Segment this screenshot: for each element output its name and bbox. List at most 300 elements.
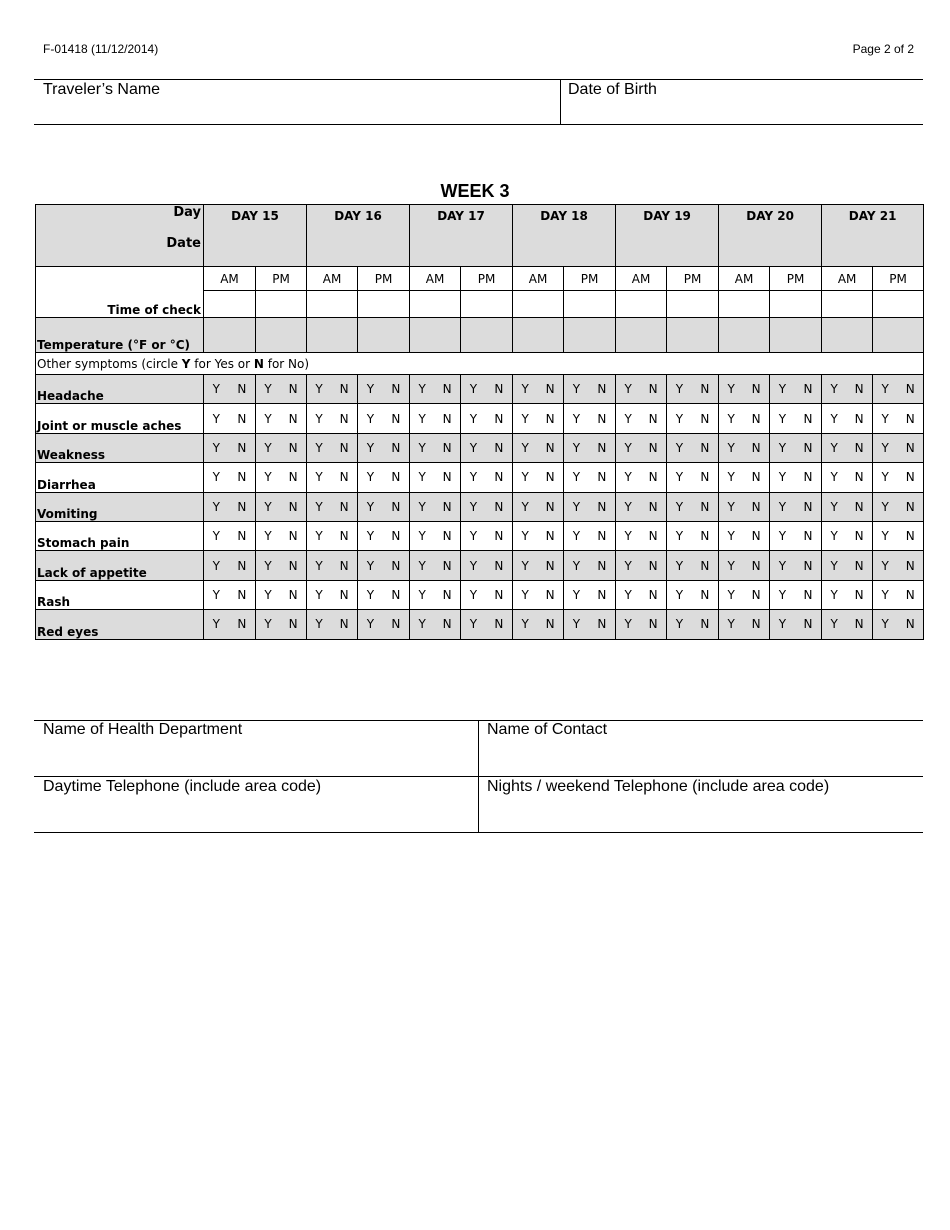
- yes-option[interactable]: Y: [881, 558, 889, 573]
- time-input-cell[interactable]: [204, 291, 256, 318]
- yes-option[interactable]: Y: [675, 440, 684, 455]
- yes-no-group: [307, 617, 357, 631]
- yes-option[interactable]: Y: [778, 470, 787, 485]
- yes-option[interactable]: Y: [264, 440, 272, 455]
- yes-option[interactable]: Y: [727, 411, 735, 426]
- yes-option[interactable]: Y: [675, 617, 684, 632]
- no-option[interactable]: N: [854, 382, 864, 397]
- no-option[interactable]: N: [648, 558, 658, 573]
- yes-option[interactable]: Y: [727, 499, 735, 514]
- no-option[interactable]: N: [288, 587, 298, 602]
- no-option[interactable]: N: [648, 411, 658, 426]
- yes-option[interactable]: Y: [881, 382, 889, 397]
- no-option[interactable]: N: [803, 587, 813, 602]
- yes-option[interactable]: Y: [418, 470, 426, 485]
- yes-option[interactable]: Y: [521, 440, 529, 455]
- no-option[interactable]: N: [237, 558, 247, 573]
- yes-option[interactable]: Y: [264, 587, 272, 602]
- yes-option[interactable]: Y: [418, 617, 426, 632]
- yes-option[interactable]: Y: [264, 411, 272, 426]
- date-of-birth-field[interactable]: Date of Birth: [568, 81, 657, 98]
- yes-option[interactable]: Y: [624, 558, 632, 573]
- no-option[interactable]: N: [648, 470, 658, 485]
- temperature-input-cell[interactable]: [770, 318, 822, 353]
- no-option[interactable]: N: [237, 440, 247, 455]
- time-input-cell[interactable]: [770, 291, 822, 318]
- no-option[interactable]: N: [442, 558, 452, 573]
- yes-option[interactable]: Y: [469, 411, 478, 426]
- no-option[interactable]: N: [545, 470, 555, 485]
- no-option[interactable]: N: [545, 529, 555, 544]
- yes-option[interactable]: Y: [264, 499, 272, 514]
- temperature-input-cell[interactable]: [461, 318, 513, 353]
- yes-no-group: [719, 559, 769, 573]
- no-option[interactable]: N: [751, 470, 761, 485]
- time-input-cell[interactable]: [513, 291, 564, 318]
- no-option[interactable]: N: [494, 470, 504, 485]
- yes-option[interactable]: Y: [212, 382, 220, 397]
- no-option[interactable]: N: [751, 382, 761, 397]
- yes-option[interactable]: Y: [624, 529, 632, 544]
- time-input-cell[interactable]: [461, 291, 513, 318]
- yes-option[interactable]: Y: [469, 470, 478, 485]
- no-option[interactable]: N: [700, 617, 710, 632]
- no-option[interactable]: N: [237, 617, 247, 632]
- yes-option[interactable]: Y: [881, 470, 889, 485]
- yes-no-group: [513, 617, 563, 631]
- yes-option[interactable]: Y: [418, 411, 426, 426]
- temperature-input-cell[interactable]: [410, 318, 461, 353]
- yes-option[interactable]: Y: [418, 558, 426, 573]
- yes-option[interactable]: Y: [212, 617, 220, 632]
- yes-option[interactable]: Y: [830, 382, 838, 397]
- no-option[interactable]: N: [854, 440, 864, 455]
- night-phone-field[interactable]: Nights / weekend Telephone (include area code): [487, 778, 830, 795]
- yes-option[interactable]: Y: [366, 587, 375, 602]
- yes-option[interactable]: Y: [264, 382, 272, 397]
- yes-option[interactable]: Y: [315, 470, 323, 485]
- no-option[interactable]: N: [442, 470, 452, 485]
- yes-option[interactable]: Y: [418, 499, 426, 514]
- no-option[interactable]: N: [803, 617, 813, 632]
- no-option[interactable]: N: [803, 382, 813, 397]
- no-option[interactable]: N: [494, 440, 504, 455]
- yes-option[interactable]: Y: [315, 499, 323, 514]
- no-option[interactable]: N: [700, 440, 710, 455]
- no-option[interactable]: N: [700, 587, 710, 602]
- yes-option[interactable]: Y: [212, 587, 220, 602]
- yes-option[interactable]: Y: [727, 617, 735, 632]
- no-option[interactable]: N: [442, 587, 452, 602]
- yes-option[interactable]: Y: [264, 529, 272, 544]
- no-option[interactable]: N: [339, 411, 349, 426]
- yes-option[interactable]: Y: [830, 411, 838, 426]
- temperature-input-cell[interactable]: [256, 318, 307, 353]
- yes-option[interactable]: Y: [315, 529, 323, 544]
- yes-option[interactable]: Y: [572, 440, 581, 455]
- yes-no-cell: [873, 375, 924, 404]
- yes-option[interactable]: Y: [881, 411, 889, 426]
- yes-no-cell: [307, 551, 358, 580]
- yes-no-cell: [358, 610, 410, 639]
- yes-option[interactable]: Y: [521, 499, 529, 514]
- no-option[interactable]: N: [339, 499, 349, 514]
- no-option[interactable]: N: [237, 470, 247, 485]
- no-option[interactable]: N: [700, 382, 710, 397]
- yes-option[interactable]: Y: [624, 411, 632, 426]
- yes-option[interactable]: Y: [830, 470, 838, 485]
- yes-option[interactable]: Y: [881, 440, 889, 455]
- no-option[interactable]: N: [905, 499, 915, 514]
- yes-option[interactable]: Y: [315, 558, 323, 573]
- no-option[interactable]: N: [494, 382, 504, 397]
- yes-option[interactable]: Y: [727, 558, 735, 573]
- yes-option[interactable]: Y: [727, 529, 735, 544]
- yes-option[interactable]: Y: [778, 440, 787, 455]
- no-option[interactable]: N: [905, 470, 915, 485]
- yes-option[interactable]: Y: [572, 382, 581, 397]
- yes-option[interactable]: Y: [572, 470, 581, 485]
- yes-option[interactable]: Y: [881, 529, 889, 544]
- no-option[interactable]: N: [391, 617, 401, 632]
- yes-option[interactable]: Y: [469, 499, 478, 514]
- no-option[interactable]: N: [905, 382, 915, 397]
- temperature-input-cell[interactable]: [822, 318, 873, 353]
- temperature-input-cell[interactable]: [667, 318, 719, 353]
- no-option[interactable]: N: [803, 470, 813, 485]
- yes-option[interactable]: Y: [366, 558, 375, 573]
- yes-option[interactable]: Y: [469, 440, 478, 455]
- no-option[interactable]: N: [288, 440, 298, 455]
- no-option[interactable]: N: [288, 558, 298, 573]
- yes-option[interactable]: Y: [521, 411, 529, 426]
- yes-option[interactable]: Y: [778, 411, 787, 426]
- no-option[interactable]: N: [648, 529, 658, 544]
- no-option[interactable]: N: [494, 499, 504, 514]
- yes-option[interactable]: Y: [521, 470, 529, 485]
- yes-option[interactable]: Y: [366, 529, 375, 544]
- yes-option[interactable]: Y: [778, 587, 787, 602]
- yes-no-group: [616, 382, 666, 396]
- no-option[interactable]: N: [803, 499, 813, 514]
- no-option[interactable]: N: [237, 499, 247, 514]
- yes-option[interactable]: Y: [315, 617, 323, 632]
- yes-option[interactable]: Y: [675, 558, 684, 573]
- no-option[interactable]: N: [391, 587, 401, 602]
- no-option[interactable]: N: [442, 440, 452, 455]
- yes-option[interactable]: Y: [212, 558, 220, 573]
- no-option[interactable]: N: [339, 587, 349, 602]
- no-option[interactable]: N: [751, 558, 761, 573]
- yes-option[interactable]: Y: [418, 440, 426, 455]
- yes-option[interactable]: Y: [624, 587, 632, 602]
- no-option[interactable]: N: [545, 587, 555, 602]
- time-input-cell[interactable]: [667, 291, 719, 318]
- no-option[interactable]: N: [700, 558, 710, 573]
- yes-option[interactable]: Y: [830, 440, 838, 455]
- no-option[interactable]: N: [288, 411, 298, 426]
- yes-no-cell: [358, 521, 410, 550]
- no-option[interactable]: N: [391, 499, 401, 514]
- no-option[interactable]: N: [545, 382, 555, 397]
- no-option[interactable]: N: [339, 382, 349, 397]
- no-option[interactable]: N: [597, 470, 607, 485]
- yes-option[interactable]: Y: [366, 411, 375, 426]
- no-option[interactable]: N: [803, 529, 813, 544]
- yes-option[interactable]: Y: [469, 382, 478, 397]
- yes-option[interactable]: Y: [366, 440, 375, 455]
- yes-option[interactable]: Y: [521, 558, 529, 573]
- yes-option[interactable]: Y: [624, 499, 632, 514]
- no-option[interactable]: N: [854, 499, 864, 514]
- no-option[interactable]: N: [545, 440, 555, 455]
- no-option[interactable]: N: [597, 499, 607, 514]
- no-option[interactable]: N: [648, 382, 658, 397]
- no-option[interactable]: N: [288, 382, 298, 397]
- yes-option[interactable]: Y: [212, 499, 220, 514]
- no-option[interactable]: N: [854, 411, 864, 426]
- symptom-label: Lack of appetite: [36, 551, 204, 580]
- yes-option[interactable]: Y: [366, 499, 375, 514]
- no-option[interactable]: N: [545, 558, 555, 573]
- no-option[interactable]: N: [597, 617, 607, 632]
- no-option[interactable]: N: [751, 529, 761, 544]
- no-option[interactable]: N: [905, 529, 915, 544]
- no-option[interactable]: N: [700, 411, 710, 426]
- no-option[interactable]: N: [237, 411, 247, 426]
- no-option[interactable]: N: [494, 529, 504, 544]
- yes-option[interactable]: Y: [572, 558, 581, 573]
- no-option[interactable]: N: [597, 558, 607, 573]
- no-option[interactable]: N: [751, 617, 761, 632]
- no-option[interactable]: N: [391, 411, 401, 426]
- yes-option[interactable]: Y: [675, 411, 684, 426]
- yes-option[interactable]: Y: [264, 470, 272, 485]
- time-input-cell[interactable]: [410, 291, 461, 318]
- no-option[interactable]: N: [854, 529, 864, 544]
- yes-option[interactable]: Y: [212, 470, 220, 485]
- no-option[interactable]: N: [803, 440, 813, 455]
- time-input-cell[interactable]: [719, 291, 770, 318]
- no-option[interactable]: N: [545, 617, 555, 632]
- no-option[interactable]: N: [339, 529, 349, 544]
- temperature-input-cell[interactable]: [358, 318, 410, 353]
- yes-option[interactable]: Y: [572, 529, 581, 544]
- yes-option[interactable]: Y: [727, 587, 735, 602]
- yes-option[interactable]: Y: [830, 617, 838, 632]
- yes-option[interactable]: Y: [572, 617, 581, 632]
- yes-option[interactable]: Y: [521, 529, 529, 544]
- no-option[interactable]: N: [339, 558, 349, 573]
- yes-option[interactable]: Y: [212, 440, 220, 455]
- no-option[interactable]: N: [751, 499, 761, 514]
- temperature-input-cell[interactable]: [513, 318, 564, 353]
- no-option[interactable]: N: [288, 617, 298, 632]
- yes-option[interactable]: Y: [778, 617, 787, 632]
- yes-option[interactable]: Y: [778, 529, 787, 544]
- yes-option[interactable]: Y: [881, 617, 889, 632]
- no-option[interactable]: N: [648, 617, 658, 632]
- no-option[interactable]: N: [803, 411, 813, 426]
- time-input-cell[interactable]: [616, 291, 667, 318]
- temperature-input-cell[interactable]: [307, 318, 358, 353]
- yes-option[interactable]: Y: [366, 470, 375, 485]
- no-option[interactable]: N: [751, 411, 761, 426]
- traveler-name-field[interactable]: Traveler’s Name: [43, 81, 161, 98]
- yes-option[interactable]: Y: [521, 587, 529, 602]
- yes-option[interactable]: Y: [675, 470, 684, 485]
- no-option[interactable]: N: [751, 440, 761, 455]
- yes-option[interactable]: Y: [315, 587, 323, 602]
- yes-option[interactable]: Y: [830, 529, 838, 544]
- yes-option[interactable]: Y: [418, 529, 426, 544]
- yes-no-group: [513, 441, 563, 455]
- health-department-field[interactable]: Name of Health Department: [43, 721, 243, 738]
- yes-option[interactable]: Y: [418, 587, 426, 602]
- yes-option[interactable]: Y: [675, 382, 684, 397]
- yes-option[interactable]: Y: [469, 529, 478, 544]
- yes-option[interactable]: Y: [624, 470, 632, 485]
- no-option[interactable]: N: [494, 558, 504, 573]
- yes-option[interactable]: Y: [881, 499, 889, 514]
- no-option[interactable]: N: [288, 529, 298, 544]
- no-option[interactable]: N: [494, 587, 504, 602]
- yes-no-group: [564, 441, 615, 455]
- no-option[interactable]: N: [597, 411, 607, 426]
- contact-name-field[interactable]: Name of Contact: [487, 721, 608, 738]
- no-option[interactable]: N: [854, 470, 864, 485]
- yes-option[interactable]: Y: [264, 617, 272, 632]
- no-option[interactable]: N: [288, 499, 298, 514]
- yes-option[interactable]: Y: [521, 617, 529, 632]
- no-option[interactable]: N: [442, 499, 452, 514]
- no-option[interactable]: N: [237, 587, 247, 602]
- no-option[interactable]: N: [905, 617, 915, 632]
- temperature-input-cell[interactable]: [204, 318, 256, 353]
- yes-option[interactable]: Y: [830, 499, 838, 514]
- yes-option[interactable]: Y: [315, 382, 323, 397]
- no-option[interactable]: N: [494, 411, 504, 426]
- yes-option[interactable]: Y: [572, 499, 581, 514]
- no-option[interactable]: N: [339, 470, 349, 485]
- no-option[interactable]: N: [597, 529, 607, 544]
- temperature-input-cell[interactable]: [873, 318, 924, 353]
- yes-option[interactable]: Y: [778, 558, 787, 573]
- yes-option[interactable]: Y: [366, 617, 375, 632]
- no-option[interactable]: N: [442, 617, 452, 632]
- no-option[interactable]: N: [905, 440, 915, 455]
- no-option[interactable]: N: [597, 587, 607, 602]
- no-option[interactable]: N: [803, 558, 813, 573]
- no-option[interactable]: N: [237, 529, 247, 544]
- yes-option[interactable]: Y: [624, 617, 632, 632]
- no-option[interactable]: N: [905, 587, 915, 602]
- no-option[interactable]: N: [648, 587, 658, 602]
- yes-option[interactable]: Y: [830, 587, 838, 602]
- no-option[interactable]: N: [905, 558, 915, 573]
- time-input-cell[interactable]: [564, 291, 616, 318]
- yes-option[interactable]: Y: [727, 440, 735, 455]
- yes-option[interactable]: Y: [418, 382, 426, 397]
- time-input-cell[interactable]: [873, 291, 924, 318]
- no-option[interactable]: N: [545, 411, 555, 426]
- yes-option[interactable]: Y: [624, 440, 632, 455]
- temperature-input-cell[interactable]: [564, 318, 616, 353]
- no-option[interactable]: N: [700, 499, 710, 514]
- no-option[interactable]: N: [442, 411, 452, 426]
- no-option[interactable]: N: [648, 440, 658, 455]
- yes-option[interactable]: Y: [675, 529, 684, 544]
- time-input-cell[interactable]: [358, 291, 410, 318]
- no-option[interactable]: N: [391, 470, 401, 485]
- yes-option[interactable]: Y: [572, 587, 581, 602]
- no-option[interactable]: N: [700, 529, 710, 544]
- yes-option[interactable]: Y: [778, 499, 787, 514]
- no-option[interactable]: N: [391, 440, 401, 455]
- no-option[interactable]: N: [442, 382, 452, 397]
- no-option[interactable]: N: [854, 587, 864, 602]
- no-option[interactable]: N: [751, 587, 761, 602]
- no-option[interactable]: N: [442, 529, 452, 544]
- no-option[interactable]: N: [905, 411, 915, 426]
- no-option[interactable]: N: [597, 382, 607, 397]
- yes-option[interactable]: Y: [624, 382, 632, 397]
- temperature-input-cell[interactable]: [719, 318, 770, 353]
- yes-option[interactable]: Y: [727, 470, 735, 485]
- daytime-phone-field[interactable]: Daytime Telephone (include area code): [43, 778, 322, 795]
- no-option[interactable]: N: [339, 617, 349, 632]
- yes-option[interactable]: Y: [469, 617, 478, 632]
- no-option[interactable]: N: [700, 470, 710, 485]
- no-option[interactable]: N: [391, 558, 401, 573]
- yes-no-cell: [204, 521, 256, 550]
- no-option[interactable]: N: [854, 617, 864, 632]
- time-input-cell[interactable]: [256, 291, 307, 318]
- time-input-cell[interactable]: [822, 291, 873, 318]
- yes-option[interactable]: Y: [778, 382, 787, 397]
- no-option[interactable]: N: [494, 617, 504, 632]
- yes-option[interactable]: Y: [830, 558, 838, 573]
- yes-option[interactable]: Y: [521, 382, 529, 397]
- yes-option[interactable]: Y: [212, 411, 220, 426]
- no-option[interactable]: N: [339, 440, 349, 455]
- no-option[interactable]: N: [854, 558, 864, 573]
- yes-option[interactable]: Y: [469, 587, 478, 602]
- no-option[interactable]: N: [391, 529, 401, 544]
- yes-option[interactable]: Y: [264, 558, 272, 573]
- yes-option[interactable]: Y: [675, 499, 684, 514]
- time-input-cell[interactable]: [307, 291, 358, 318]
- yes-option[interactable]: Y: [727, 382, 735, 397]
- yes-option[interactable]: Y: [881, 587, 889, 602]
- no-option[interactable]: N: [391, 382, 401, 397]
- yes-no-group: [616, 559, 666, 573]
- no-option[interactable]: N: [648, 499, 658, 514]
- yes-option[interactable]: Y: [212, 529, 220, 544]
- no-option[interactable]: N: [288, 470, 298, 485]
- no-option[interactable]: N: [597, 440, 607, 455]
- yes-option[interactable]: Y: [315, 440, 323, 455]
- no-option[interactable]: N: [545, 499, 555, 514]
- no-option[interactable]: N: [237, 382, 247, 397]
- yes-option[interactable]: Y: [366, 382, 375, 397]
- yes-option[interactable]: Y: [675, 587, 684, 602]
- yes-no-cell: [873, 610, 924, 639]
- temperature-input-cell[interactable]: [616, 318, 667, 353]
- yes-option[interactable]: Y: [572, 411, 581, 426]
- yes-option[interactable]: Y: [315, 411, 323, 426]
- yes-option[interactable]: Y: [469, 558, 478, 573]
